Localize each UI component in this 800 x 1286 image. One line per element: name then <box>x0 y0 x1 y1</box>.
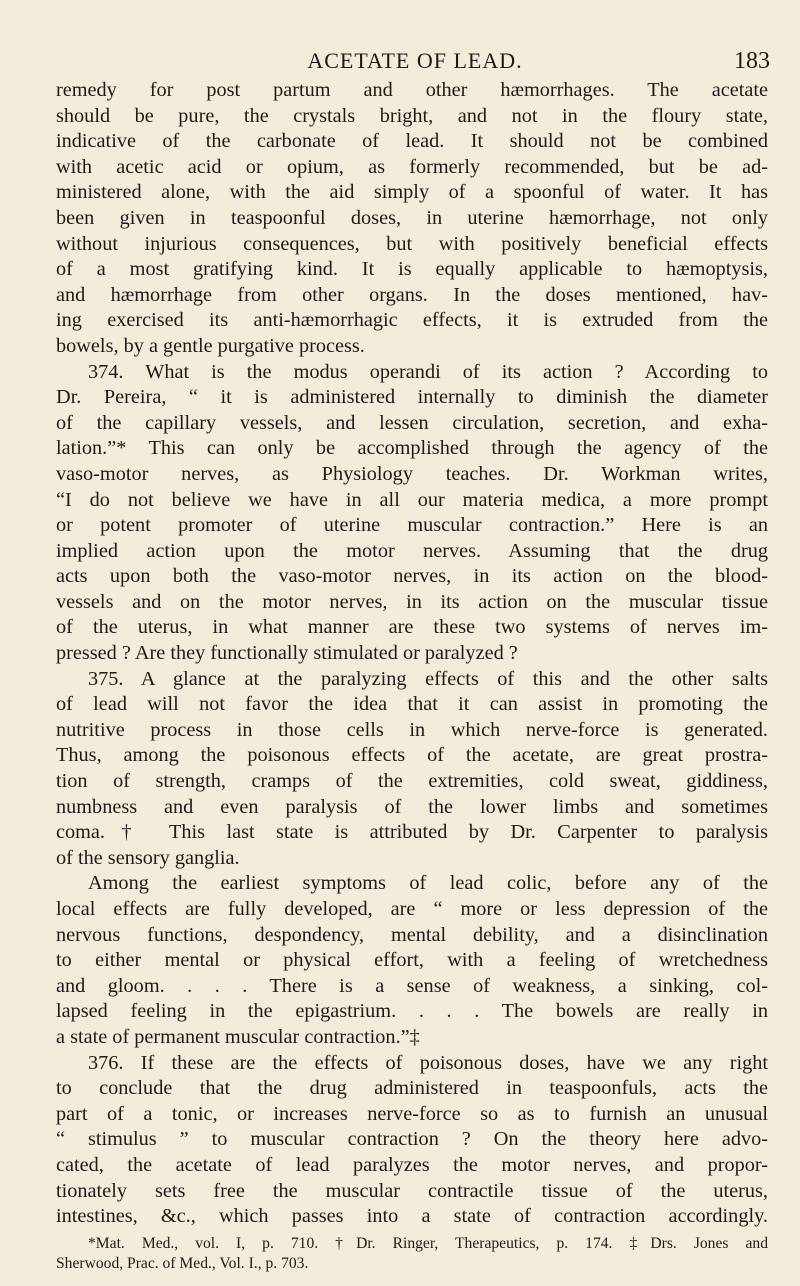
text-line: to conclude that the drug administered in teaspoonfuls, acts the <box>56 1077 768 1100</box>
text-line: nervous functions, despondency, mental debility, and a disinclination <box>56 923 768 946</box>
text-line: lation.”* This can only be accomplished through the agency of the <box>56 437 768 460</box>
text-line: lapsed feeling in the epigastrium. . . . The bowels are really in <box>56 1000 768 1023</box>
text-line: Thus, among the poisonous effects of the acetate, are great prostra- <box>56 744 768 767</box>
running-title: ACETATE OF LEAD. <box>307 48 523 73</box>
text-line: “I do not believe we have in all our materia medica, a more prompt <box>56 488 768 511</box>
paragraph-lead-colic-start: Among the earliest symptoms of lead colic, before any of the <box>88 872 768 895</box>
text-line: a state of permanent muscular contraction.”‡ <box>56 1025 420 1048</box>
text-line: of the capillary vessels, and lessen circulation, secretion, and exha- <box>56 411 768 434</box>
text-line: of lead will not favor the idea that it can assist in promoting the <box>56 693 768 716</box>
text-line: nutritive process in those cells in which nerve-force is generated. <box>56 718 768 741</box>
text-line: to either mental or physical effort, with a feeling of wretchedness <box>56 949 768 972</box>
text-line: implied action upon the motor nerves. Assuming that the drug <box>56 539 768 562</box>
text-line: of a most gratifying kind. It is equally applicable to hæmoptysis, <box>56 258 768 281</box>
text-line: “ stimulus ” to muscular contraction ? On the theory here advo- <box>56 1128 768 1151</box>
text-line: with acetic acid or opium, as formerly recommended, but be ad- <box>56 155 768 178</box>
text-line: of the sensory ganglia. <box>56 846 240 869</box>
text-line: ministered alone, with the aid simply of a spoonful of water. It has <box>56 181 768 204</box>
text-line: and hæmorrhage from other organs. In the doses mentioned, hav- <box>56 283 768 306</box>
text-line: remedy for post partum and other hæmorrhages. The acetate <box>56 79 768 101</box>
paragraph-375-start: 375. A glance at the paralyzing effects of this and the other salts <box>88 667 768 690</box>
text-line: tion of strength, cramps of the extremities, cold sweat, giddiness, <box>56 770 768 793</box>
paragraph-374-start: 374. What is the modus operandi of its action ? According to <box>88 360 768 383</box>
text-line: or potent promoter of uterine muscular contraction.” Here is an <box>56 514 768 537</box>
text-line: should be pure, the crystals bright, and not in the floury state, <box>56 104 768 127</box>
footnotes <box>56 1234 768 1274</box>
footnote-line: Sherwood, Prac. of Med., Vol. I., p. 703. <box>56 1254 309 1272</box>
text-line: of the uterus, in what manner are these two systems of nerves im- <box>56 616 768 639</box>
text-line: acts upon both the vaso-motor nerves, in its action on the blood- <box>56 565 768 588</box>
text-line: indicative of the carbonate of lead. It should not be combined <box>56 130 768 153</box>
text-line: bowels, by a gentle purgative process. <box>56 334 365 357</box>
text-line: ing exercised its anti-hæmorrhagic effects, it is extruded from the <box>56 309 768 332</box>
text-line: vessels and on the motor nerves, in its action on the muscular tissue <box>56 590 768 613</box>
text-line: cated, the acetate of lead paralyzes the motor nerves, and propor- <box>56 1153 768 1176</box>
text-line: part of a tonic, or increases nerve-force so as to furnish an unusual <box>56 1102 768 1125</box>
text-line: numbness and even paralysis of the lower limbs and sometimes <box>56 795 768 818</box>
text-line: been given in teaspoonful doses, in uterine hæmorrhage, not only <box>56 206 768 229</box>
text-line: local effects are fully developed, are “ more or less depression of the <box>56 898 768 920</box>
text-line: intestines, &c., which passes into a state of contraction accordingly. <box>56 1205 768 1228</box>
body-text <box>56 78 768 1274</box>
text-line: and gloom. . . . There is a sense of weakness, a sinking, col- <box>56 974 768 997</box>
text-line: coma.† This last state is attributed by Dr. Carpenter to paralysis <box>56 821 768 844</box>
text-line: pressed ? Are they functionally stimulated or paralyzed ? <box>56 642 518 665</box>
text-line: without injurious consequences, but with positively beneficial effects <box>56 232 768 255</box>
text-line: vaso-motor nerves, as Physiology teaches. Dr. Workman writes, <box>56 462 768 485</box>
text-line: tionately sets free the muscular contractile tissue of the uterus, <box>56 1179 768 1202</box>
paragraph-376-start: 376. If these are the effects of poisonous doses, have we any right <box>88 1051 768 1074</box>
text-line: Dr. Pereira, “ it is administered internally to diminish the diameter <box>56 386 768 409</box>
page-number: 183 <box>734 48 770 74</box>
footnote-line: *Mat. Med., vol. I, p. 710. †Dr. Ringer, Therapeutics, p. 174. ‡Drs. Jones and <box>88 1234 768 1252</box>
